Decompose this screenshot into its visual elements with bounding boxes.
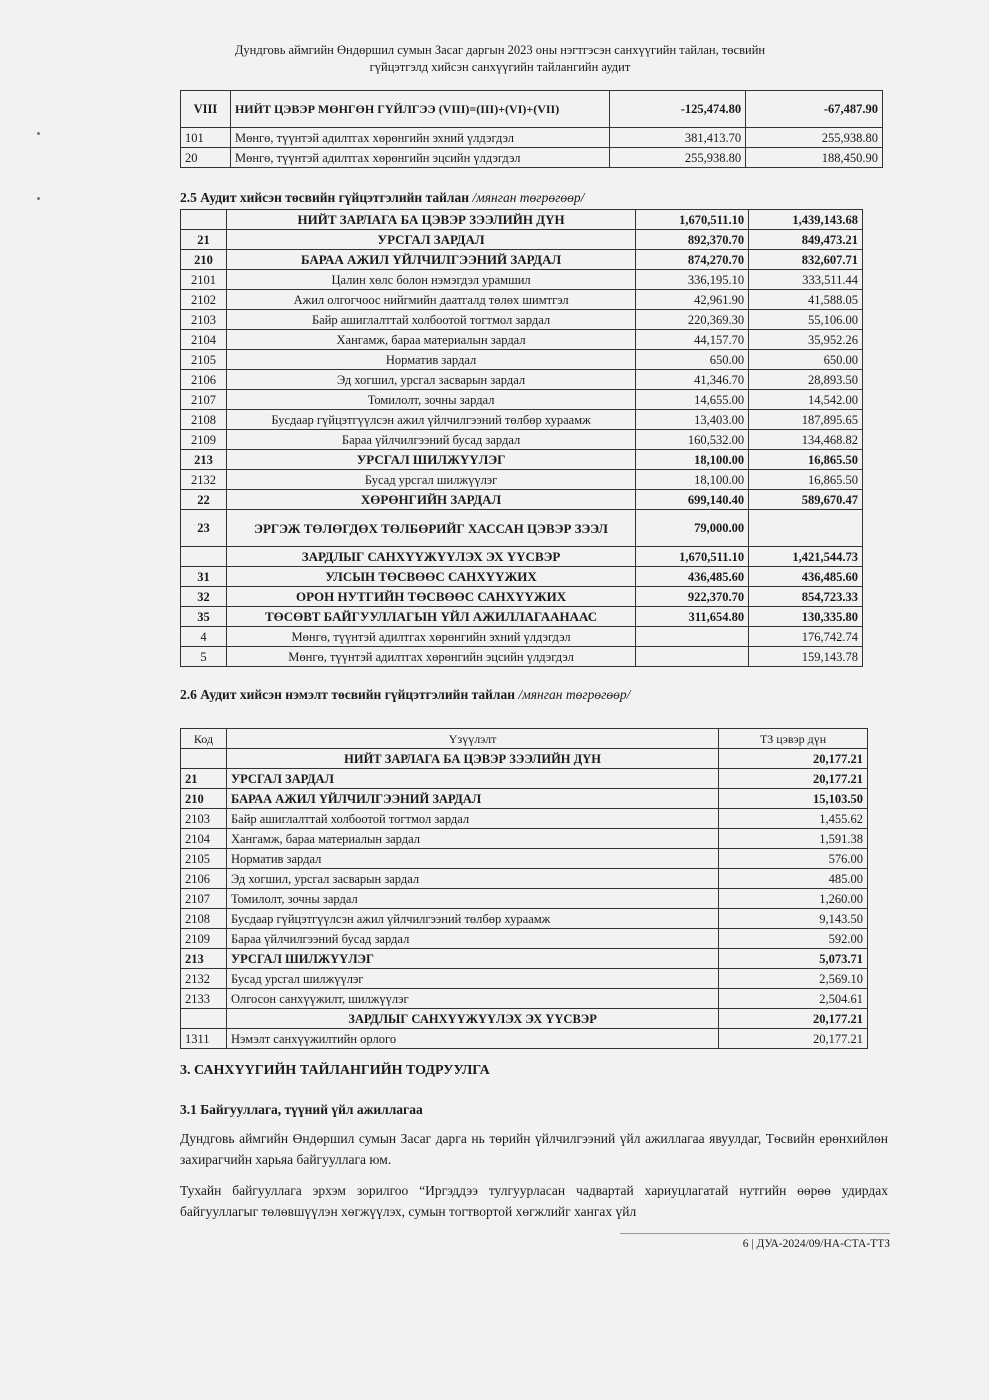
table-row [181, 490, 863, 510]
row-value-1: 1,670,511.10 [636, 547, 749, 567]
table-row [181, 470, 863, 490]
table-row [181, 148, 883, 168]
row-value-2: 28,893.50 [749, 370, 863, 390]
row-label: ТӨСӨВТ БАЙГУУЛЛАГЫН ҮЙЛ АЖИЛЛАГААНААС [226, 607, 635, 627]
row-value-1: 650.00 [636, 350, 749, 370]
table-row [181, 849, 868, 869]
row-code: 2103 [181, 809, 227, 829]
column-header-label: Үзүүлэлт [226, 729, 718, 749]
table-row [181, 647, 863, 667]
row-code: 22 [181, 490, 227, 510]
row-label: Мөнгө, түүнтэй адилтгах хөрөнгийн эхний үлдэгдэл [230, 128, 609, 148]
row-label: Норматив зардал [226, 849, 718, 869]
table-row [181, 769, 868, 789]
table-row [181, 1009, 868, 1029]
table-row [181, 607, 863, 627]
table-row [181, 510, 863, 547]
section-2-5-title [180, 190, 584, 206]
table-row [181, 370, 863, 390]
row-label: Бусад урсгал шилжүүлэг [226, 969, 718, 989]
row-label: Байр ашиглалттай холбоотой тогтмол зардал [226, 310, 635, 330]
table-row [181, 128, 883, 148]
row-label: БАРАА АЖИЛ ҮЙЛЧИЛГЭЭНИЙ ЗАРДАЛ [226, 250, 635, 270]
row-code: 210 [181, 250, 227, 270]
row-code: 31 [181, 567, 227, 587]
section-unit: /мянган төгрөгөөр/ [472, 190, 585, 205]
table-row [181, 929, 868, 949]
row-label: Бараа үйлчилгээний бусад зардал [226, 929, 718, 949]
row-label: Ажил олгогчоос нийгмийн даатгалд төлөх шимтгэл [226, 290, 635, 310]
row-value-1: -125,474.80 [610, 91, 746, 128]
table-row [181, 430, 863, 450]
row-label: Бусад урсгал шилжүүлэг [226, 470, 635, 490]
table-row [181, 290, 863, 310]
row-value: 1,591.38 [719, 829, 868, 849]
row-label: Мөнгө, түүнтэй адилтгах хөрөнгийн эхний үлдэгдэл [226, 627, 635, 647]
table-row [181, 330, 863, 350]
row-code: 23 [181, 510, 227, 547]
row-code: 2132 [181, 969, 227, 989]
row-value-2: 832,607.71 [749, 250, 863, 270]
row-code: 4 [181, 627, 227, 647]
table-row [181, 350, 863, 370]
row-value-2: 1,439,143.68 [749, 210, 863, 230]
row-label: ЗАРДЛЫГ САНХҮҮЖҮҮЛЭХ ЭХ ҮҮСВЭР [226, 547, 635, 567]
supplementary-budget-table [180, 728, 868, 1049]
row-value-2: 41,588.05 [749, 290, 863, 310]
row-value-2: 176,742.74 [749, 627, 863, 647]
row-value-1: 79,000.00 [636, 510, 749, 547]
row-label: ХӨРӨНГИЙН ЗАРДАЛ [226, 490, 635, 510]
row-label: ЗАРДЛЫГ САНХҮҮЖҮҮЛЭХ ЭХ ҮҮСВЭР [226, 1009, 718, 1029]
row-value: 485.00 [719, 869, 868, 889]
row-code: 5 [181, 647, 227, 667]
row-value: 20,177.21 [719, 769, 868, 789]
row-code: 101 [181, 128, 231, 148]
scan-mark [37, 197, 40, 200]
row-code: 213 [181, 450, 227, 470]
section-unit: /мянган төгрөгөөр/ [518, 687, 631, 702]
table-row [181, 869, 868, 889]
row-label: Хангамж, бараа материалын зардал [226, 330, 635, 350]
row-value-2: 333,511.44 [749, 270, 863, 290]
page-header [150, 42, 850, 76]
row-label: УЛСЫН ТӨСВӨӨС САНХҮҮЖИХ [226, 567, 635, 587]
row-label: НИЙТ ЦЭВЭР МӨНГӨН ГҮЙЛГЭЭ (VIII)=(III)+(VI)+(VII) [230, 91, 609, 128]
row-label: ЭРГЭЖ ТӨЛӨГДӨХ ТӨЛБӨРИЙГ ХАССАН ЦЭВЭР ЗЭЭЛ [226, 510, 635, 547]
row-label: Эд хогшил, урсгал засварын зардал [226, 869, 718, 889]
row-code: 2104 [181, 330, 227, 350]
section-3-1-title: 3.1 Байгууллага, түүний үйл ажиллагаа [180, 1102, 423, 1117]
table-row [181, 410, 863, 430]
table-row [181, 91, 883, 128]
row-value-2: 16,865.50 [749, 450, 863, 470]
row-value: 20,177.21 [719, 749, 868, 769]
row-label: Томилолт, зочны зардал [226, 390, 635, 410]
row-value: 576.00 [719, 849, 868, 869]
budget-execution-table [180, 209, 863, 667]
row-value-2: 16,865.50 [749, 470, 863, 490]
document-code: ДУА-2024/09/НА-СТА-ТТЗ [756, 1238, 890, 1250]
row-value: 20,177.21 [719, 1029, 868, 1049]
page-number: 6 [742, 1238, 749, 1250]
row-code: 2105 [181, 350, 227, 370]
row-code: 2103 [181, 310, 227, 330]
row-value-2: 1,421,544.73 [749, 547, 863, 567]
row-code: 32 [181, 587, 227, 607]
table-row [181, 789, 868, 809]
page-footer: 6 | ДУА-2024/09/НА-СТА-ТТЗ [620, 1233, 890, 1250]
table-row [181, 210, 863, 230]
row-label: НИЙТ ЗАРЛАГА БА ЦЭВЭР ЗЭЭЛИЙН ДҮН [226, 749, 718, 769]
row-value-1: 892,370.70 [636, 230, 749, 250]
row-value-2: 187,895.65 [749, 410, 863, 430]
row-label: Бусдаар гүйцэтгүүлсэн ажил үйлчилгээний төлбөр хураамж [226, 410, 635, 430]
row-label: Бараа үйлчилгээний бусад зардал [226, 430, 635, 450]
paragraph-1: Дундговь аймгийн Өндөршил сумын Засаг дарга нь төрийн үйлчилгээний үйл ажиллагаа явуулдаг, Төсвийн ерөнхийлөн захирагчийн харьяа байгууллага юм. [180, 1131, 888, 1167]
row-code: 21 [181, 230, 227, 250]
row-label: УРСГАЛ ШИЛЖҮҮЛЭГ [226, 949, 718, 969]
row-value: 5,073.71 [719, 949, 868, 969]
row-code: 2109 [181, 929, 227, 949]
table-row [181, 587, 863, 607]
row-value-2: 436,485.60 [749, 567, 863, 587]
row-code: 1311 [181, 1029, 227, 1049]
table-row [181, 547, 863, 567]
row-label: Бусдаар гүйцэтгүүлсэн ажил үйлчилгээний төлбөр хураамж [226, 909, 718, 929]
header-line-1: Дундговь аймгийн Өндөршил сумын Засаг даргын 2023 оны нэгтгэсэн санхүүгийн тайлан, төсвийн [234, 43, 766, 57]
table-header-row [181, 729, 868, 749]
row-label: УРСГАЛ ЗАРДАЛ [226, 230, 635, 250]
row-value-1 [636, 647, 749, 667]
table-row [181, 969, 868, 989]
row-code: 2106 [181, 370, 227, 390]
row-label: Байр ашиглалттай холбоотой тогтмол зардал [226, 809, 718, 829]
row-label: Норматив зардал [226, 350, 635, 370]
row-code: 213 [181, 949, 227, 969]
table-row [181, 1029, 868, 1049]
row-label: ОРОН НУТГИЙН ТӨСВӨӨС САНХҮҮЖИХ [226, 587, 635, 607]
row-label: Эд хогшил, урсгал засварын зардал [226, 370, 635, 390]
row-value-2: 35,952.26 [749, 330, 863, 350]
row-value-1: 160,532.00 [636, 430, 749, 450]
row-value-2: 589,670.47 [749, 490, 863, 510]
row-value-2: 255,938.80 [746, 128, 883, 148]
row-value-1: 44,157.70 [636, 330, 749, 350]
table-row [181, 270, 863, 290]
row-value-2: -67,487.90 [746, 91, 883, 128]
row-code: 2106 [181, 869, 227, 889]
row-code [181, 210, 227, 230]
row-value-1: 874,270.70 [636, 250, 749, 270]
row-value-1: 311,654.80 [636, 607, 749, 627]
section-3-title: 3. САНХҮҮГИЙН ТАЙЛАНГИЙН ТОДРУУЛГА [180, 1063, 490, 1078]
row-value-1: 41,346.70 [636, 370, 749, 390]
table-row [181, 310, 863, 330]
row-code: 2133 [181, 989, 227, 1009]
row-value-2: 188,450.90 [746, 148, 883, 168]
row-value-2: 849,473.21 [749, 230, 863, 250]
row-value-2: 14,542.00 [749, 390, 863, 410]
row-value-1: 336,195.10 [636, 270, 749, 290]
table-row [181, 450, 863, 470]
row-value-2: 650.00 [749, 350, 863, 370]
row-value-1: 14,655.00 [636, 390, 749, 410]
row-code: 2104 [181, 829, 227, 849]
row-value: 1,455.62 [719, 809, 868, 829]
row-value-1: 18,100.00 [636, 470, 749, 490]
scan-mark [37, 132, 40, 135]
table-row [181, 749, 868, 769]
row-code: 2108 [181, 909, 227, 929]
section-2-6-title [180, 687, 630, 703]
row-code: 210 [181, 789, 227, 809]
row-value-1 [636, 627, 749, 647]
row-code [181, 547, 227, 567]
row-value-1: 699,140.40 [636, 490, 749, 510]
row-code: VIII [181, 91, 231, 128]
row-value-2: 159,143.78 [749, 647, 863, 667]
row-value: 1,260.00 [719, 889, 868, 909]
table-row [181, 889, 868, 909]
table-row [181, 567, 863, 587]
row-label: Цалин хөлс болон нэмэгдэл урамшил [226, 270, 635, 290]
row-value: 15,103.50 [719, 789, 868, 809]
row-code: 35 [181, 607, 227, 627]
row-value-1: 436,485.60 [636, 567, 749, 587]
row-code: 2102 [181, 290, 227, 310]
row-label: Мөнгө, түүнтэй адилтгах хөрөнгийн эцсийн үлдэгдэл [226, 647, 635, 667]
row-value: 9,143.50 [719, 909, 868, 929]
row-value: 2,569.10 [719, 969, 868, 989]
row-value: 20,177.21 [719, 1009, 868, 1029]
row-code [181, 749, 227, 769]
row-value-1: 255,938.80 [610, 148, 746, 168]
table-row [181, 627, 863, 647]
row-value-1: 220,369.30 [636, 310, 749, 330]
row-label: УРСГАЛ ЗАРДАЛ [226, 769, 718, 789]
table-row [181, 989, 868, 1009]
row-value-2: 854,723.33 [749, 587, 863, 607]
row-code: 20 [181, 148, 231, 168]
cash-flow-table [180, 90, 883, 168]
paragraph-2: Тухайн байгууллага эрхэм зорилгоо “Иргэддээ тулгуурласан чадвартай хариуцлагатай нутгийн өөрөө удирдах байгууллагыг төлөвшүүлэн хөгжүүлэх, сумын тогтвортой хөгжлийг хангах үйл [180, 1183, 888, 1219]
table-row [181, 909, 868, 929]
row-code [181, 1009, 227, 1029]
row-value-2: 55,106.00 [749, 310, 863, 330]
row-code: 2107 [181, 889, 227, 909]
row-label: НИЙТ ЗАРЛАГА БА ЦЭВЭР ЗЭЭЛИЙН ДҮН [226, 210, 635, 230]
row-code: 2105 [181, 849, 227, 869]
row-code: 2108 [181, 410, 227, 430]
row-value-2: 130,335.80 [749, 607, 863, 627]
row-label: Нэмэлт санхүүжилтийн орлого [226, 1029, 718, 1049]
column-header-code: Код [181, 729, 227, 749]
row-value-2: 134,468.82 [749, 430, 863, 450]
table-row [181, 949, 868, 969]
row-label: БАРАА АЖИЛ ҮЙЛЧИЛГЭЭНИЙ ЗАРДАЛ [226, 789, 718, 809]
column-header-value: ТЗ цэвэр дүн [719, 729, 868, 749]
row-label: УРСГАЛ ШИЛЖҮҮЛЭГ [226, 450, 635, 470]
row-code: 2132 [181, 470, 227, 490]
header-line-2: гүйцэтгэлд хийсэн санхүүгийн тайлангийн аудит [369, 60, 631, 74]
table-row [181, 809, 868, 829]
row-label: Томилолт, зочны зардал [226, 889, 718, 909]
row-value-1: 381,413.70 [610, 128, 746, 148]
table-row [181, 250, 863, 270]
table-row [181, 829, 868, 849]
row-value: 2,504.61 [719, 989, 868, 1009]
row-value-1: 1,670,511.10 [636, 210, 749, 230]
row-value-1: 18,100.00 [636, 450, 749, 470]
row-value-1: 13,403.00 [636, 410, 749, 430]
row-value-2 [749, 510, 863, 547]
row-value-1: 42,961.90 [636, 290, 749, 310]
row-value-1: 922,370.70 [636, 587, 749, 607]
row-value: 592.00 [719, 929, 868, 949]
row-code: 2107 [181, 390, 227, 410]
table-row [181, 390, 863, 410]
row-code: 21 [181, 769, 227, 789]
row-label: Олгосон санхүүжилт, шилжүүлэг [226, 989, 718, 1009]
row-label: Мөнгө, түүнтэй адилтгах хөрөнгийн эцсийн үлдэгдэл [230, 148, 609, 168]
row-code: 2109 [181, 430, 227, 450]
table-row [181, 230, 863, 250]
row-label: Хангамж, бараа материалын зардал [226, 829, 718, 849]
row-code: 2101 [181, 270, 227, 290]
section-title-text: 2.6 Аудит хийсэн нэмэлт төсвийн гүйцэтгэлийн тайлан [180, 687, 516, 702]
section-title-text: 2.5 Аудит хийсэн төсвийн гүйцэтгэлийн тайлан [180, 190, 469, 205]
